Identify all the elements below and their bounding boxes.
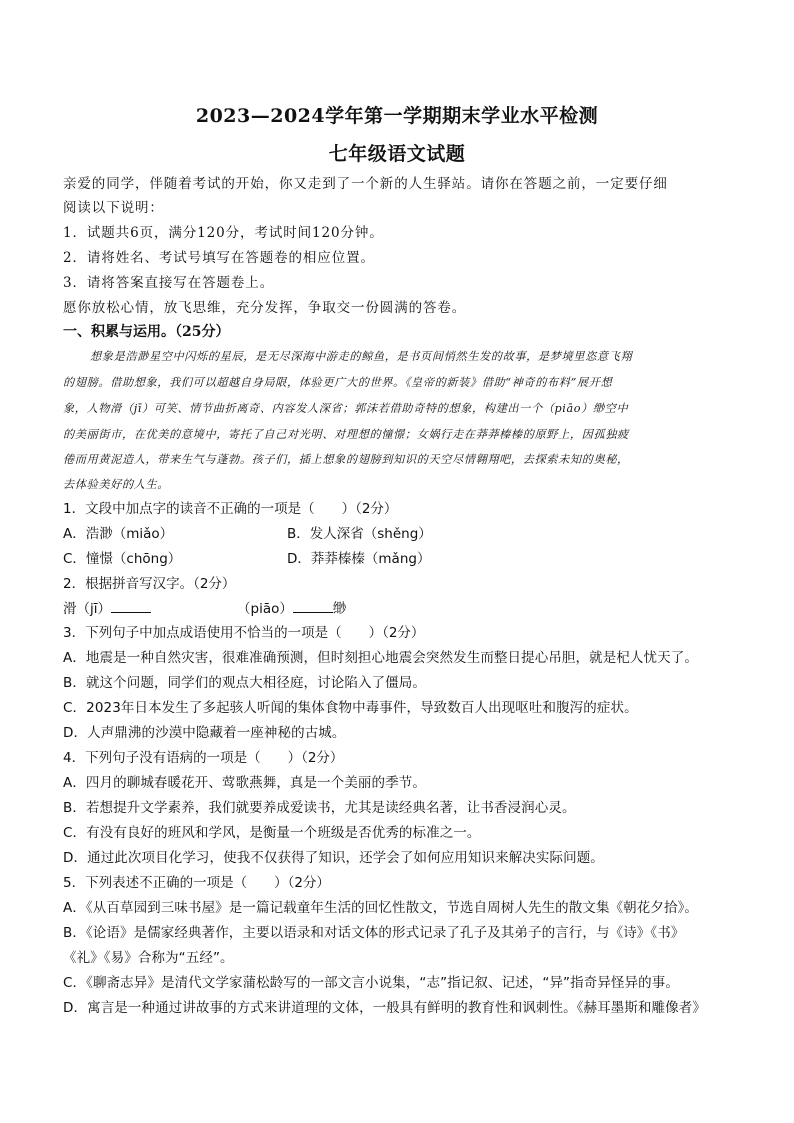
intro-line: 阅读以下说明：	[63, 200, 164, 216]
passage-line: 象，人物滑（jī）可笑、情节曲折离奇、内容发人深省；郭沫若借助奇特的想象，构建出一个（piāo）缈空中	[63, 402, 629, 415]
question-5-option-d: D．寓言是一种通过讲故事的方式来讲道理的文体，一般具有鲜明的教育性和讽刺性。《赫耳墨斯和雕像者》	[63, 1000, 706, 1016]
question-2-stem: 2．根据拼音写汉字。（2分）	[63, 576, 236, 592]
question-2-item-2	[237, 600, 346, 618]
instruction-2: 2．请将姓名、考试号填写在答题卷的相应位置。	[63, 250, 375, 266]
answer-blank[interactable]	[111, 600, 151, 613]
question-5-option-c: C．《聊斋志异》是清代文学家蒲松龄写的一部文言小说集，“志”指记叙、记述，“异”指奇异怪异的事。	[63, 975, 679, 991]
question-4-option-c: C．有没有良好的班风和学风，是衡量一个班级是否优秀的标准之一。	[63, 825, 481, 841]
question-1-option-b: B．发人深省（shěng）	[287, 526, 432, 542]
question-5-option-b: B．《论语》是儒家经典著作，主要以语录和对话文体的形式记录了孔子及其弟子的言行，与《诗》《书》	[63, 925, 685, 941]
question-2-item-1	[63, 600, 151, 618]
question-3-option-c: C．2023年日本发生了多起骇人听闻的集体食物中毒事件，导致数百人出现呕吐和腹泻的症状。	[63, 700, 638, 716]
passage-line: 想象是浩渺星空中闪烁的星辰，是无尽深海中游走的鲸鱼，是书页间悄然生发的故事，是梦境里恣意飞翔	[90, 350, 633, 363]
question-4-option-d: D．通过此次项目化学习，使我不仅获得了知识，还学会了如何应用知识来解决实际问题。	[63, 850, 604, 866]
pinyin-prompt: （piāo）	[237, 601, 293, 617]
question-3-stem: 3．下列句子中加点成语使用不恰当的一项是（ ）（2分）	[63, 625, 425, 641]
question-4-option-a: A．四月的聊城春暖花开、莺歌燕舞，真是一个美丽的季节。	[63, 775, 426, 791]
answer-blank[interactable]	[293, 600, 333, 613]
passage-line: 的翅膀。借助想象，我们可以超越自身局限，体验更广大的世界。《皇帝的新装》借助“神奇的布料”展开想	[63, 376, 613, 389]
question-1-stem: 1．文段中加点字的读音不正确的一项是（ ）（2分）	[63, 501, 398, 517]
question-1-option-c: C．憧憬（chōng）	[63, 551, 182, 567]
instruction-3: 3．请将答案直接写在答题卷上。	[63, 275, 275, 291]
question-5-option-b-cont: 《礼》《易》合称为“五经”。	[63, 950, 234, 966]
question-3-option-a: A．地震是一种自然灾害，很难准确预测，但时刻担心地震会突然发生而整日提心吊胆，就是杞人忧天了。	[63, 650, 698, 666]
question-3-option-b: B．就这个问题，同学们的观点大相径庭，讨论陷入了僵局。	[63, 675, 426, 691]
exam-title: 2023—2024学年第一学期期末学业水平检测	[195, 105, 599, 127]
question-4-option-b: B．若想提升文学素养，我们就要养成爱读书，尤其是读经典名著，让书香浸润心灵。	[63, 800, 576, 816]
question-4-stem: 4．下列句子没有语病的一项是（ ）（2分）	[63, 750, 344, 766]
word-tail: 缈	[332, 601, 347, 617]
instruction-1: 1．试题共6页，满分120分，考试时间120分钟。	[63, 225, 384, 241]
passage-line: 的美丽街市，在优美的意境中，寄托了自己对光明、对理想的憧憬；女娲行走在莽莽榛榛的原野上，因孤独疲	[63, 428, 629, 441]
question-5-option-a: A．《从百草园到三味书屋》是一篇记载童年生活的回忆性散文，节选自周树人先生的散文集《朝花夕拾》。	[63, 900, 699, 916]
section-heading: 一、积累与运用。（25分）	[63, 324, 230, 340]
question-3-option-d: D．人声鼎沸的沙漠中隐藏着一座神秘的古城。	[63, 725, 346, 741]
question-1-option-a: A．浩渺（miǎo）	[63, 526, 174, 542]
question-1-option-d: D．莽莽榛榛（mǎng）	[287, 551, 431, 567]
pinyin-prompt: 滑（jī）	[63, 601, 112, 617]
exam-subtitle: 七年级语文试题	[328, 143, 466, 165]
intro-line: 亲爱的同学，伴随着考试的开始，你又走到了一个新的人生驿站。请你在答题之前，一定要仔细	[63, 176, 668, 192]
passage-line: 倦而用黄泥造人，带来生气与蓬勃。孩子们，插上想象的翅膀到知识的天空尽情翱翔吧，去探索未知的奥秘，	[63, 453, 629, 466]
passage-line: 去体验美好的人生。	[63, 478, 170, 491]
intro-wish: 愿你放松心情，放飞思维，充分发挥，争取交一份圆满的答卷。	[63, 300, 467, 316]
question-5-stem: 5．下列表述不正确的一项是（ ）（2分）	[63, 875, 330, 891]
